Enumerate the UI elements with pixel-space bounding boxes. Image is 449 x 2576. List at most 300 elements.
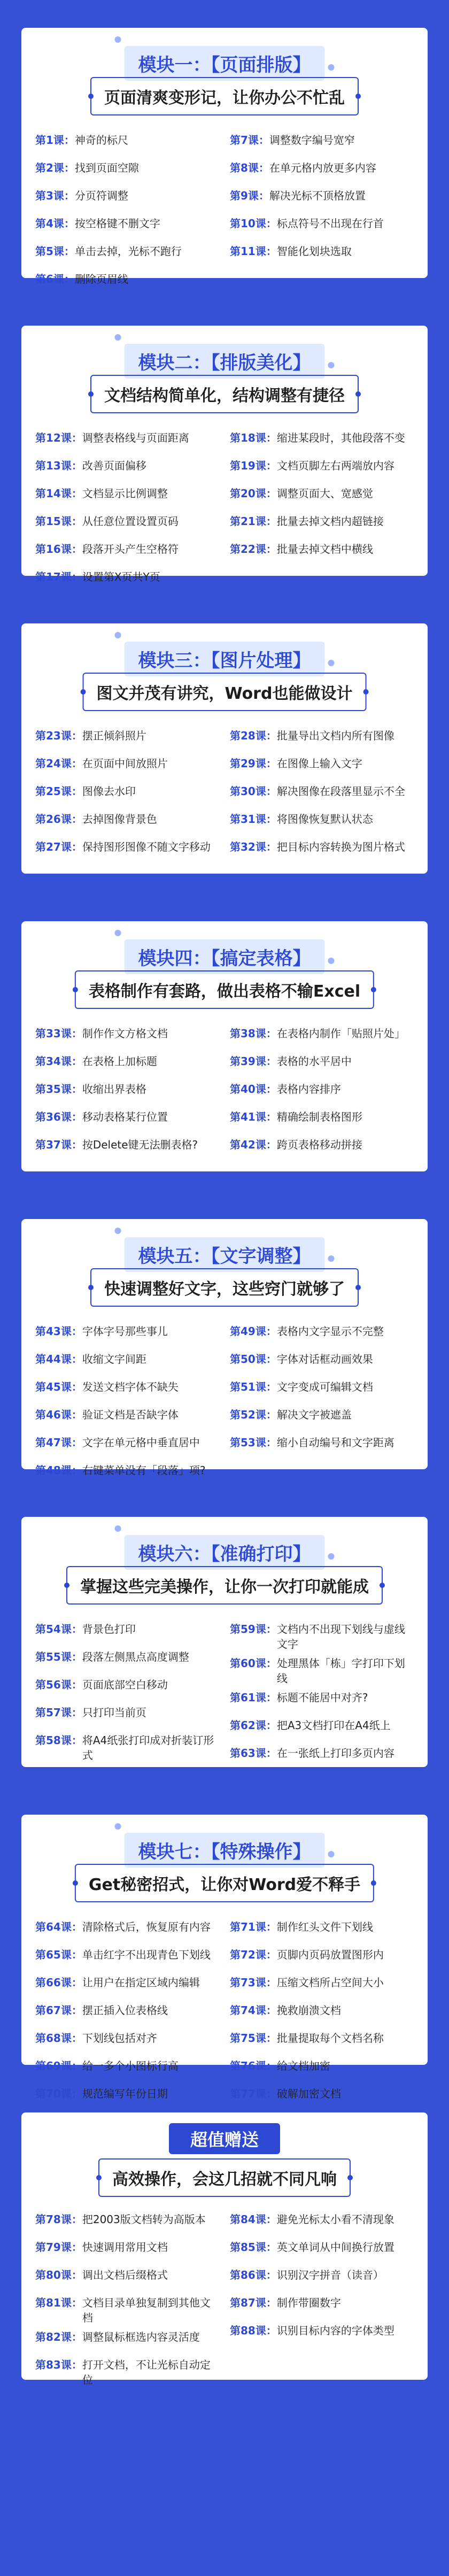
lesson-title: 单击红字不出现青色下划线 xyxy=(82,1948,211,1961)
lesson-item xyxy=(230,756,414,780)
lesson-title: 表格内容排序 xyxy=(276,1083,341,1096)
lesson-title: 文档页脚左右两端放内容 xyxy=(276,459,394,472)
lesson-number: 第1课： xyxy=(35,134,75,146)
lesson-number: 第73课： xyxy=(230,1976,277,1989)
lesson-title: 打开文档，不让光标自动定位 xyxy=(82,2358,211,2386)
lesson-title: 发送文档字体不缺失 xyxy=(82,1380,179,1393)
lesson-title: 批量去掉文档中横线 xyxy=(276,543,373,556)
module-header xyxy=(21,1219,428,1321)
lesson-item xyxy=(35,839,219,863)
lesson-number: 第61课： xyxy=(230,1691,277,1704)
lesson-number: 第39课： xyxy=(230,1055,277,1068)
lesson-title: 摆正倾斜照片 xyxy=(82,729,146,742)
lesson-number: 第50课： xyxy=(230,1353,277,1366)
lesson-title: 把2003版文档转为高版本 xyxy=(82,2213,206,2226)
lesson-item xyxy=(35,2357,219,2387)
decor-dot-icon xyxy=(115,632,121,638)
lesson-item xyxy=(35,1622,219,1645)
lesson-number: 第72课： xyxy=(230,1948,277,1961)
lesson-number: 第33课： xyxy=(35,1027,82,1040)
lesson-number: 第51课： xyxy=(230,1380,277,1393)
lesson-number: 第21课： xyxy=(230,515,277,528)
lesson-number: 第82课： xyxy=(35,2331,82,2343)
lesson-number: 第57课： xyxy=(35,1706,82,1719)
lesson-title: 标题不能居中对齐? xyxy=(276,1691,368,1704)
module-card xyxy=(21,623,428,874)
lesson-column-right xyxy=(230,1622,414,1773)
module-tag xyxy=(125,1833,325,1868)
lesson-number: 第44课： xyxy=(35,1353,82,1366)
module-tag xyxy=(125,939,325,974)
course-outline xyxy=(21,28,428,2386)
decor-dot-icon xyxy=(115,36,121,43)
lesson-title: 调整表格线与页面距离 xyxy=(82,431,189,444)
lesson-title: 缩进某段时，其他段落不变 xyxy=(276,431,405,444)
lesson-item xyxy=(35,2295,219,2325)
lesson-title: 摆正插入位表格线 xyxy=(82,2004,168,2017)
lesson-item xyxy=(230,2058,414,2082)
lesson-title: 文字变成可编辑文档 xyxy=(276,1380,373,1393)
lesson-title: 给文档加密 xyxy=(276,2060,330,2072)
lesson-title: 保持图形图像不随文字移动 xyxy=(82,840,211,853)
lesson-number: 第71课： xyxy=(230,1921,277,1933)
lesson-title: 制作作文方格文档 xyxy=(82,1027,168,1040)
module-tag-label: 模块五：【文字调整】 xyxy=(138,1246,311,1267)
lesson-item xyxy=(35,812,219,835)
lesson-number: 第32课： xyxy=(230,840,277,853)
lesson-item xyxy=(35,1082,219,1105)
module-header xyxy=(21,1815,428,1916)
decor-dot-icon xyxy=(328,362,335,368)
lesson-item xyxy=(35,2058,219,2082)
lesson-number: 第38课： xyxy=(230,1027,277,1040)
module-header xyxy=(21,1517,428,1618)
lesson-item xyxy=(230,133,414,156)
lesson-title: 把A3文档打印在A4纸上 xyxy=(276,1719,391,1732)
decor-dot-icon xyxy=(328,958,335,964)
lesson-number: 第48课： xyxy=(35,1464,82,1477)
lesson-number: 第70课： xyxy=(35,2087,82,2100)
module-header xyxy=(21,28,428,129)
lesson-item xyxy=(230,2086,414,2110)
lesson-column-left xyxy=(35,133,219,299)
lesson-title: 处理黑体「栋」字打印下划线 xyxy=(276,1657,405,1685)
lesson-title: 从任意位置设置页码 xyxy=(82,515,179,528)
lesson-title: 将图像恢复默认状态 xyxy=(276,813,373,826)
module-subtitle: 图文并茂有讲究，Word也能做设计 xyxy=(83,673,367,711)
lesson-number: 第68课： xyxy=(35,2032,82,2045)
lesson-item xyxy=(35,1733,219,1763)
lesson-grid xyxy=(21,2209,428,2392)
module-tag-label: 模块一：【页面排版】 xyxy=(138,55,311,76)
lesson-title: 调整鼠标框选内容灵活度 xyxy=(82,2331,200,2343)
lesson-title: 让用户在指定区域内编辑 xyxy=(82,1976,200,1989)
lesson-number: 第66课： xyxy=(35,1976,82,1989)
lesson-item xyxy=(35,2330,219,2353)
lesson-number: 第78课： xyxy=(35,2213,82,2226)
lesson-title: 规范编写年份日期 xyxy=(82,2087,168,2100)
lesson-number: 第2课： xyxy=(35,161,75,174)
lesson-item xyxy=(35,133,219,156)
lesson-number: 第79课： xyxy=(35,2241,82,2254)
lesson-item xyxy=(35,272,219,295)
lesson-number: 第81课： xyxy=(35,2296,82,2309)
lesson-title: 背景色打印 xyxy=(82,1623,136,1636)
lesson-column-right xyxy=(230,1026,414,1165)
lesson-item xyxy=(230,839,414,863)
lesson-title: 按Delete键无法删表格? xyxy=(82,1138,198,1151)
module-card xyxy=(21,28,428,286)
lesson-title: 调整数字编号宽窄 xyxy=(269,134,355,146)
lesson-number: 第62课： xyxy=(230,1719,277,1732)
lesson-item xyxy=(230,430,414,454)
lesson-title: 批量去掉文档内超链接 xyxy=(276,515,384,528)
lesson-grid xyxy=(21,129,428,299)
lesson-item xyxy=(35,486,219,510)
lesson-item xyxy=(35,2240,219,2263)
lesson-item xyxy=(35,2031,219,2054)
module-tag-label: 模块四：【搞定表格】 xyxy=(138,948,311,969)
module-header xyxy=(21,623,428,725)
lesson-title: 文档显示比例调整 xyxy=(82,487,168,500)
lesson-number: 第6课： xyxy=(35,273,75,286)
lesson-item xyxy=(35,756,219,780)
lesson-title: 制作红头文件下划线 xyxy=(276,1921,373,1933)
lesson-item xyxy=(35,1026,219,1050)
lesson-item xyxy=(230,1975,414,1999)
module-tag-label: 模块三：【图片处理】 xyxy=(138,650,311,672)
lesson-number: 第75课： xyxy=(230,2032,277,2045)
lesson-number: 第64课： xyxy=(35,1921,82,1933)
lesson-item xyxy=(230,1324,414,1347)
lesson-item xyxy=(230,1690,414,1714)
lesson-title: 文档目录单独复制到其他文档 xyxy=(82,2296,211,2324)
lesson-title: 找到页面空隙 xyxy=(74,161,139,174)
lesson-column-left xyxy=(35,1324,219,1491)
lesson-number: 第23课： xyxy=(35,729,82,742)
lesson-title: 识别目标内容的字体类型 xyxy=(276,2324,394,2337)
lesson-number: 第17课： xyxy=(35,570,82,583)
decor-dot-icon xyxy=(328,1553,335,1560)
lesson-item xyxy=(35,728,219,752)
lesson-number: 第20课： xyxy=(230,487,277,500)
lesson-item xyxy=(230,728,414,752)
lesson-item xyxy=(230,1379,414,1403)
lesson-title: 图像去水印 xyxy=(82,785,136,798)
lesson-item xyxy=(35,569,219,593)
bonus-card xyxy=(21,2112,428,2386)
module-tag-label: 模块七：【特殊操作】 xyxy=(138,1841,311,1863)
lesson-grid xyxy=(21,1023,428,1165)
lesson-column-right xyxy=(230,2212,414,2392)
module-subtitle: 掌握这些完美操作，让你一次打印就能成 xyxy=(66,1566,383,1605)
lesson-item xyxy=(230,1919,414,1943)
lesson-item xyxy=(230,1718,414,1741)
lesson-title: 单击去掉，光标不跑行 xyxy=(74,245,182,258)
module-tag xyxy=(125,344,325,379)
lesson-number: 第85课： xyxy=(230,2241,277,2254)
lesson-number: 第11课： xyxy=(230,245,277,258)
decor-dot-icon xyxy=(115,1823,121,1830)
module-card xyxy=(21,1517,428,1767)
lesson-title: 在单元格内放更多内容 xyxy=(269,161,376,174)
lesson-column-left xyxy=(35,1622,219,1773)
lesson-item xyxy=(35,784,219,807)
lesson-title: 在表格内制作「贴照片处」 xyxy=(276,1027,405,1040)
lesson-item xyxy=(230,812,414,835)
lesson-number: 第58课： xyxy=(35,1734,82,1747)
lesson-item xyxy=(230,1026,414,1050)
module-card xyxy=(21,326,428,583)
module-tag-label: 模块六：【准确打印】 xyxy=(138,1544,311,1565)
lesson-item xyxy=(230,216,414,240)
lesson-item xyxy=(35,542,219,565)
lesson-title: 神奇的标尺 xyxy=(74,134,128,146)
lesson-item xyxy=(35,2268,219,2291)
lesson-number: 第28课： xyxy=(230,729,277,742)
lesson-title: 下划线包括对齐 xyxy=(82,2032,157,2045)
lesson-number: 第22课： xyxy=(230,543,277,556)
lesson-title: 去掉图像背景色 xyxy=(82,813,157,826)
lesson-number: 第8课： xyxy=(230,161,269,174)
lesson-item xyxy=(35,244,219,267)
lesson-title: 给一多个小图标行高 xyxy=(82,2060,179,2072)
lesson-number: 第59课： xyxy=(230,1623,277,1636)
lesson-item xyxy=(35,1137,219,1161)
lesson-grid xyxy=(21,1321,428,1491)
lesson-item xyxy=(230,2212,414,2235)
lesson-title: 改善页面偏移 xyxy=(82,459,146,472)
lesson-number: 第87课： xyxy=(230,2296,277,2309)
lesson-column-left xyxy=(35,430,219,597)
lesson-column-right xyxy=(230,133,414,299)
lesson-title: 页脚内页码放置图形内 xyxy=(276,1948,384,1961)
lesson-number: 第76课： xyxy=(230,2060,277,2072)
lesson-number: 第47课： xyxy=(35,1436,82,1449)
lesson-title: 识别汉字拼音（读音） xyxy=(276,2269,384,2281)
module-card xyxy=(21,1219,428,1477)
module-tag-label: 模块二：【排版美化】 xyxy=(138,352,311,374)
module-header xyxy=(21,326,428,427)
lesson-number: 第26课： xyxy=(35,813,82,826)
decor-dot-icon xyxy=(328,1255,335,1262)
lesson-item xyxy=(230,486,414,510)
module-header xyxy=(21,921,428,1023)
lesson-item xyxy=(230,160,414,184)
lesson-number: 第54课： xyxy=(35,1623,82,1636)
lesson-item xyxy=(35,2212,219,2235)
lesson-item xyxy=(35,1435,219,1459)
lesson-title: 移动表格某行位置 xyxy=(82,1110,168,1123)
module-subtitle: Get秘密招式，让你对Word爱不释手 xyxy=(75,1864,374,1902)
lesson-item xyxy=(230,2031,414,2054)
lesson-title: 解决图像在段落里显示不全 xyxy=(276,785,405,798)
lesson-grid xyxy=(21,1916,428,2114)
lesson-number: 第43课： xyxy=(35,1325,82,1338)
lesson-number: 第5课： xyxy=(35,245,75,258)
lesson-number: 第55课： xyxy=(35,1651,82,1663)
lesson-title: 设置第X页共Y页 xyxy=(82,570,160,583)
lesson-grid xyxy=(21,1618,428,1773)
module-subtitle: 文档结构简单化，结构调整有捷径 xyxy=(90,375,359,413)
lesson-title: 将A4纸张打印成对折装订形式 xyxy=(82,1734,214,1762)
lesson-number: 第49课： xyxy=(230,1325,277,1338)
lesson-item xyxy=(230,1407,414,1431)
lesson-title: 在图像上输入文字 xyxy=(276,757,362,770)
lesson-number: 第31课： xyxy=(230,813,277,826)
lesson-title: 缩小自动编号和文字距离 xyxy=(276,1436,394,1449)
lesson-number: 第18课： xyxy=(230,431,277,444)
lesson-title: 避免光标太小看不清现象 xyxy=(276,2213,394,2226)
lesson-title: 按空格键不删文字 xyxy=(74,217,160,230)
lesson-title: 解决文字被遮盖 xyxy=(276,1408,352,1421)
lesson-column-right xyxy=(230,1919,414,2114)
lesson-number: 第42课： xyxy=(230,1138,277,1151)
bonus-header xyxy=(21,2112,428,2209)
module-tag xyxy=(125,1237,325,1272)
module-subtitle: 快速调整好文字，这些窍门就够了 xyxy=(90,1268,359,1307)
decor-dot-icon xyxy=(115,1525,121,1532)
lesson-number: 第10课： xyxy=(230,217,277,230)
lesson-item xyxy=(35,1947,219,1971)
lesson-number: 第4课： xyxy=(35,217,75,230)
lesson-number: 第34课： xyxy=(35,1055,82,1068)
lesson-title: 表格的水平居中 xyxy=(276,1055,352,1068)
lesson-item xyxy=(35,216,219,240)
lesson-item xyxy=(35,1975,219,1999)
lesson-item xyxy=(35,1463,219,1486)
lesson-item xyxy=(35,1324,219,1347)
lesson-number: 第30课： xyxy=(230,785,277,798)
lesson-item xyxy=(230,458,414,482)
lesson-number: 第9课： xyxy=(230,189,269,202)
lesson-number: 第25课： xyxy=(35,785,82,798)
lesson-number: 第14课： xyxy=(35,487,82,500)
lesson-number: 第45课： xyxy=(35,1380,82,1393)
lesson-title: 在表格上加标题 xyxy=(82,1055,157,1068)
lesson-item xyxy=(230,1622,414,1652)
lesson-item xyxy=(230,2295,414,2319)
lesson-number: 第7课： xyxy=(230,134,269,146)
lesson-item xyxy=(230,1082,414,1105)
lesson-number: 第13课： xyxy=(35,459,82,472)
lesson-item xyxy=(35,430,219,454)
lesson-title: 批量导出文档内所有图像 xyxy=(276,729,394,742)
lesson-item xyxy=(35,2086,219,2110)
lesson-item xyxy=(35,1919,219,1943)
decor-dot-icon xyxy=(115,334,121,341)
lesson-item xyxy=(35,1379,219,1403)
lesson-number: 第63课： xyxy=(230,1747,277,1760)
lesson-title: 跨页表格移动拼接 xyxy=(276,1138,362,1151)
lesson-number: 第53课： xyxy=(230,1436,277,1449)
lesson-title: 页面底部空白移动 xyxy=(82,1678,168,1691)
lesson-title: 表格内文字显示不完整 xyxy=(276,1325,384,1338)
lesson-column-left xyxy=(35,1026,219,1165)
decor-dot-icon xyxy=(115,930,121,936)
lesson-title: 解决光标不顶格放置 xyxy=(269,189,366,202)
lesson-title: 段落左侧黑点高度调整 xyxy=(82,1651,189,1663)
lesson-title: 调整页面大、宽感觉 xyxy=(276,487,373,500)
lesson-number: 第36课： xyxy=(35,1110,82,1123)
lesson-number: 第12课： xyxy=(35,431,82,444)
lesson-title: 英文单词从中间换行放置 xyxy=(276,2241,394,2254)
lesson-title: 智能化划块选取 xyxy=(276,245,352,258)
lesson-item xyxy=(35,160,219,184)
lesson-number: 第52课： xyxy=(230,1408,277,1421)
lesson-item xyxy=(230,188,414,212)
lesson-title: 清除格式后，恢复原有内容 xyxy=(82,1921,211,1933)
decor-dot-icon xyxy=(328,64,335,71)
lesson-title: 文档内不出现下划线与虚线文字 xyxy=(276,1623,405,1651)
lesson-number: 第3课： xyxy=(35,189,75,202)
lesson-item xyxy=(35,1407,219,1431)
lesson-column-left xyxy=(35,728,219,867)
lesson-number: 第15课： xyxy=(35,515,82,528)
lesson-title: 只打印当前页 xyxy=(82,1706,146,1719)
module-tag xyxy=(125,1535,325,1570)
lesson-item xyxy=(35,1705,219,1729)
lesson-title: 收缩文字间距 xyxy=(82,1353,146,1366)
lesson-item xyxy=(35,188,219,212)
lesson-title: 验证文档是否缺字体 xyxy=(82,1408,179,1421)
lesson-number: 第83课： xyxy=(35,2358,82,2371)
lesson-title: 精确绘制表格图形 xyxy=(276,1110,362,1123)
lesson-title: 右键菜单没有「段落」项? xyxy=(82,1464,206,1477)
lesson-title: 删除页眉线 xyxy=(74,273,128,286)
lesson-number: 第65课： xyxy=(35,1948,82,1961)
lesson-column-left xyxy=(35,2212,219,2392)
lesson-title: 在一张纸上打印多页内容 xyxy=(276,1747,394,1760)
lesson-item xyxy=(35,1054,219,1077)
lesson-title: 把目标内容转换为图片格式 xyxy=(276,840,405,853)
lesson-item xyxy=(35,458,219,482)
lesson-item xyxy=(35,2003,219,2026)
lesson-item xyxy=(230,784,414,807)
lesson-item xyxy=(230,2003,414,2026)
lesson-number: 第35课： xyxy=(35,1083,82,1096)
lesson-item xyxy=(35,514,219,537)
decor-dot-icon xyxy=(328,660,335,666)
lesson-title: 字体字号那些事儿 xyxy=(82,1325,168,1338)
module-card xyxy=(21,921,428,1171)
lesson-title: 收缩出界表格 xyxy=(82,1083,146,1096)
lesson-title: 分页符调整 xyxy=(74,189,128,202)
decor-dot-icon xyxy=(115,1228,121,1234)
lesson-item xyxy=(230,542,414,565)
lesson-item xyxy=(230,2323,414,2347)
module-tag xyxy=(125,46,325,81)
lesson-item xyxy=(230,1054,414,1077)
lesson-title: 调出文档后缀格式 xyxy=(82,2269,168,2281)
lesson-number: 第29课： xyxy=(230,757,277,770)
lesson-number: 第37课： xyxy=(35,1138,82,1151)
lesson-item xyxy=(35,1352,219,1375)
lesson-title: 制作带圈数字 xyxy=(276,2296,341,2309)
lesson-number: 第77课： xyxy=(230,2087,277,2100)
lesson-title: 压缩文档所占空间大小 xyxy=(276,1976,384,1989)
lesson-number: 第80课： xyxy=(35,2269,82,2281)
lesson-title: 在页面中间放照片 xyxy=(82,757,168,770)
module-subtitle: 表格制作有套路，做出表格不输Excel xyxy=(75,970,374,1009)
lesson-column-right xyxy=(230,1324,414,1491)
lesson-item xyxy=(230,1109,414,1133)
module-card xyxy=(21,1815,428,2100)
lesson-column-left xyxy=(35,1919,219,2114)
lesson-number: 第40课： xyxy=(230,1083,277,1096)
lesson-item xyxy=(230,2268,414,2291)
bonus-title: 超值赠送 xyxy=(169,2123,280,2154)
